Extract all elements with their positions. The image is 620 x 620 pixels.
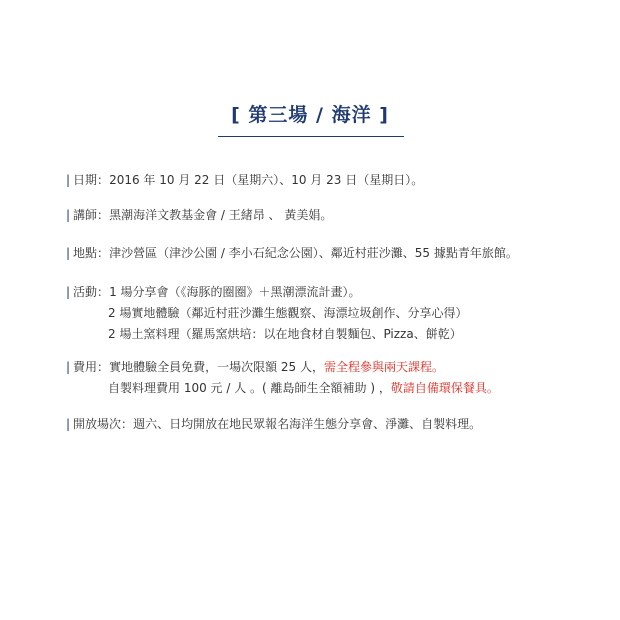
page-title: [ 第三場 / 海洋 ] [231, 104, 389, 126]
section-bar: | [66, 246, 71, 260]
section-bar: | [66, 285, 71, 299]
section-bar: | [66, 173, 71, 187]
activity-row [66, 282, 361, 303]
activity-label: 活動： [73, 285, 110, 299]
activity-line-1: 1 場分享會（《海豚的圈圈》＋黑潮漂流計畫）。 [109, 285, 361, 299]
activity-line-2: 2 場實地體驗（鄰近村莊沙灘生態觀察、海漂垃圾創作、分享心得） [108, 306, 468, 320]
speaker-label: 講師： [73, 208, 110, 222]
date-row [66, 170, 423, 191]
speaker-text: 黑潮海洋文教基金會 / 王緒昂 、 黃美娟。 [109, 208, 333, 222]
sessions-text: 週六、日均開放在地民眾報名海洋生態分享會、淨灘、自製料理。 [133, 417, 482, 431]
fee-line-1-highlight: 需全程參與兩天課程。 [323, 360, 444, 374]
location-text: 津沙營區（津沙公園 / 李小石紀念公園）、鄰近村莊沙灘、55 據點青年旅館。 [109, 246, 518, 260]
section-bar: | [66, 360, 71, 374]
fee-line-1-text: 實地體驗全員免費，一場次限額 25 人， [109, 360, 324, 374]
section-bar: | [66, 208, 71, 222]
fee-line-2-highlight: 敬請自備環保餐具。 [390, 381, 499, 395]
location-label: 地點： [73, 246, 110, 260]
fee-row [66, 357, 444, 378]
title-underline [218, 136, 404, 137]
fee-label: 費用： [73, 360, 110, 374]
date-label: 日期： [73, 173, 110, 187]
activity-line-3: 2 場土窯料理（羅馬窯烘培：以在地食材自製麵包、Pizza、餅乾） [108, 327, 462, 341]
fee-line-2 [108, 378, 499, 399]
date-text: 2016 年 10 月 22 日（星期六）、10 月 23 日（星期日）。 [109, 173, 424, 187]
sessions-label: 開放場次： [73, 417, 134, 431]
location-row [66, 243, 518, 264]
speaker-row [66, 205, 332, 226]
sessions-row [66, 414, 481, 435]
section-bar: | [66, 417, 71, 431]
fee-line-2-text: 自製料理費用 100 元 / 人 。( 離島師生全額補助 ) ， [108, 381, 391, 395]
